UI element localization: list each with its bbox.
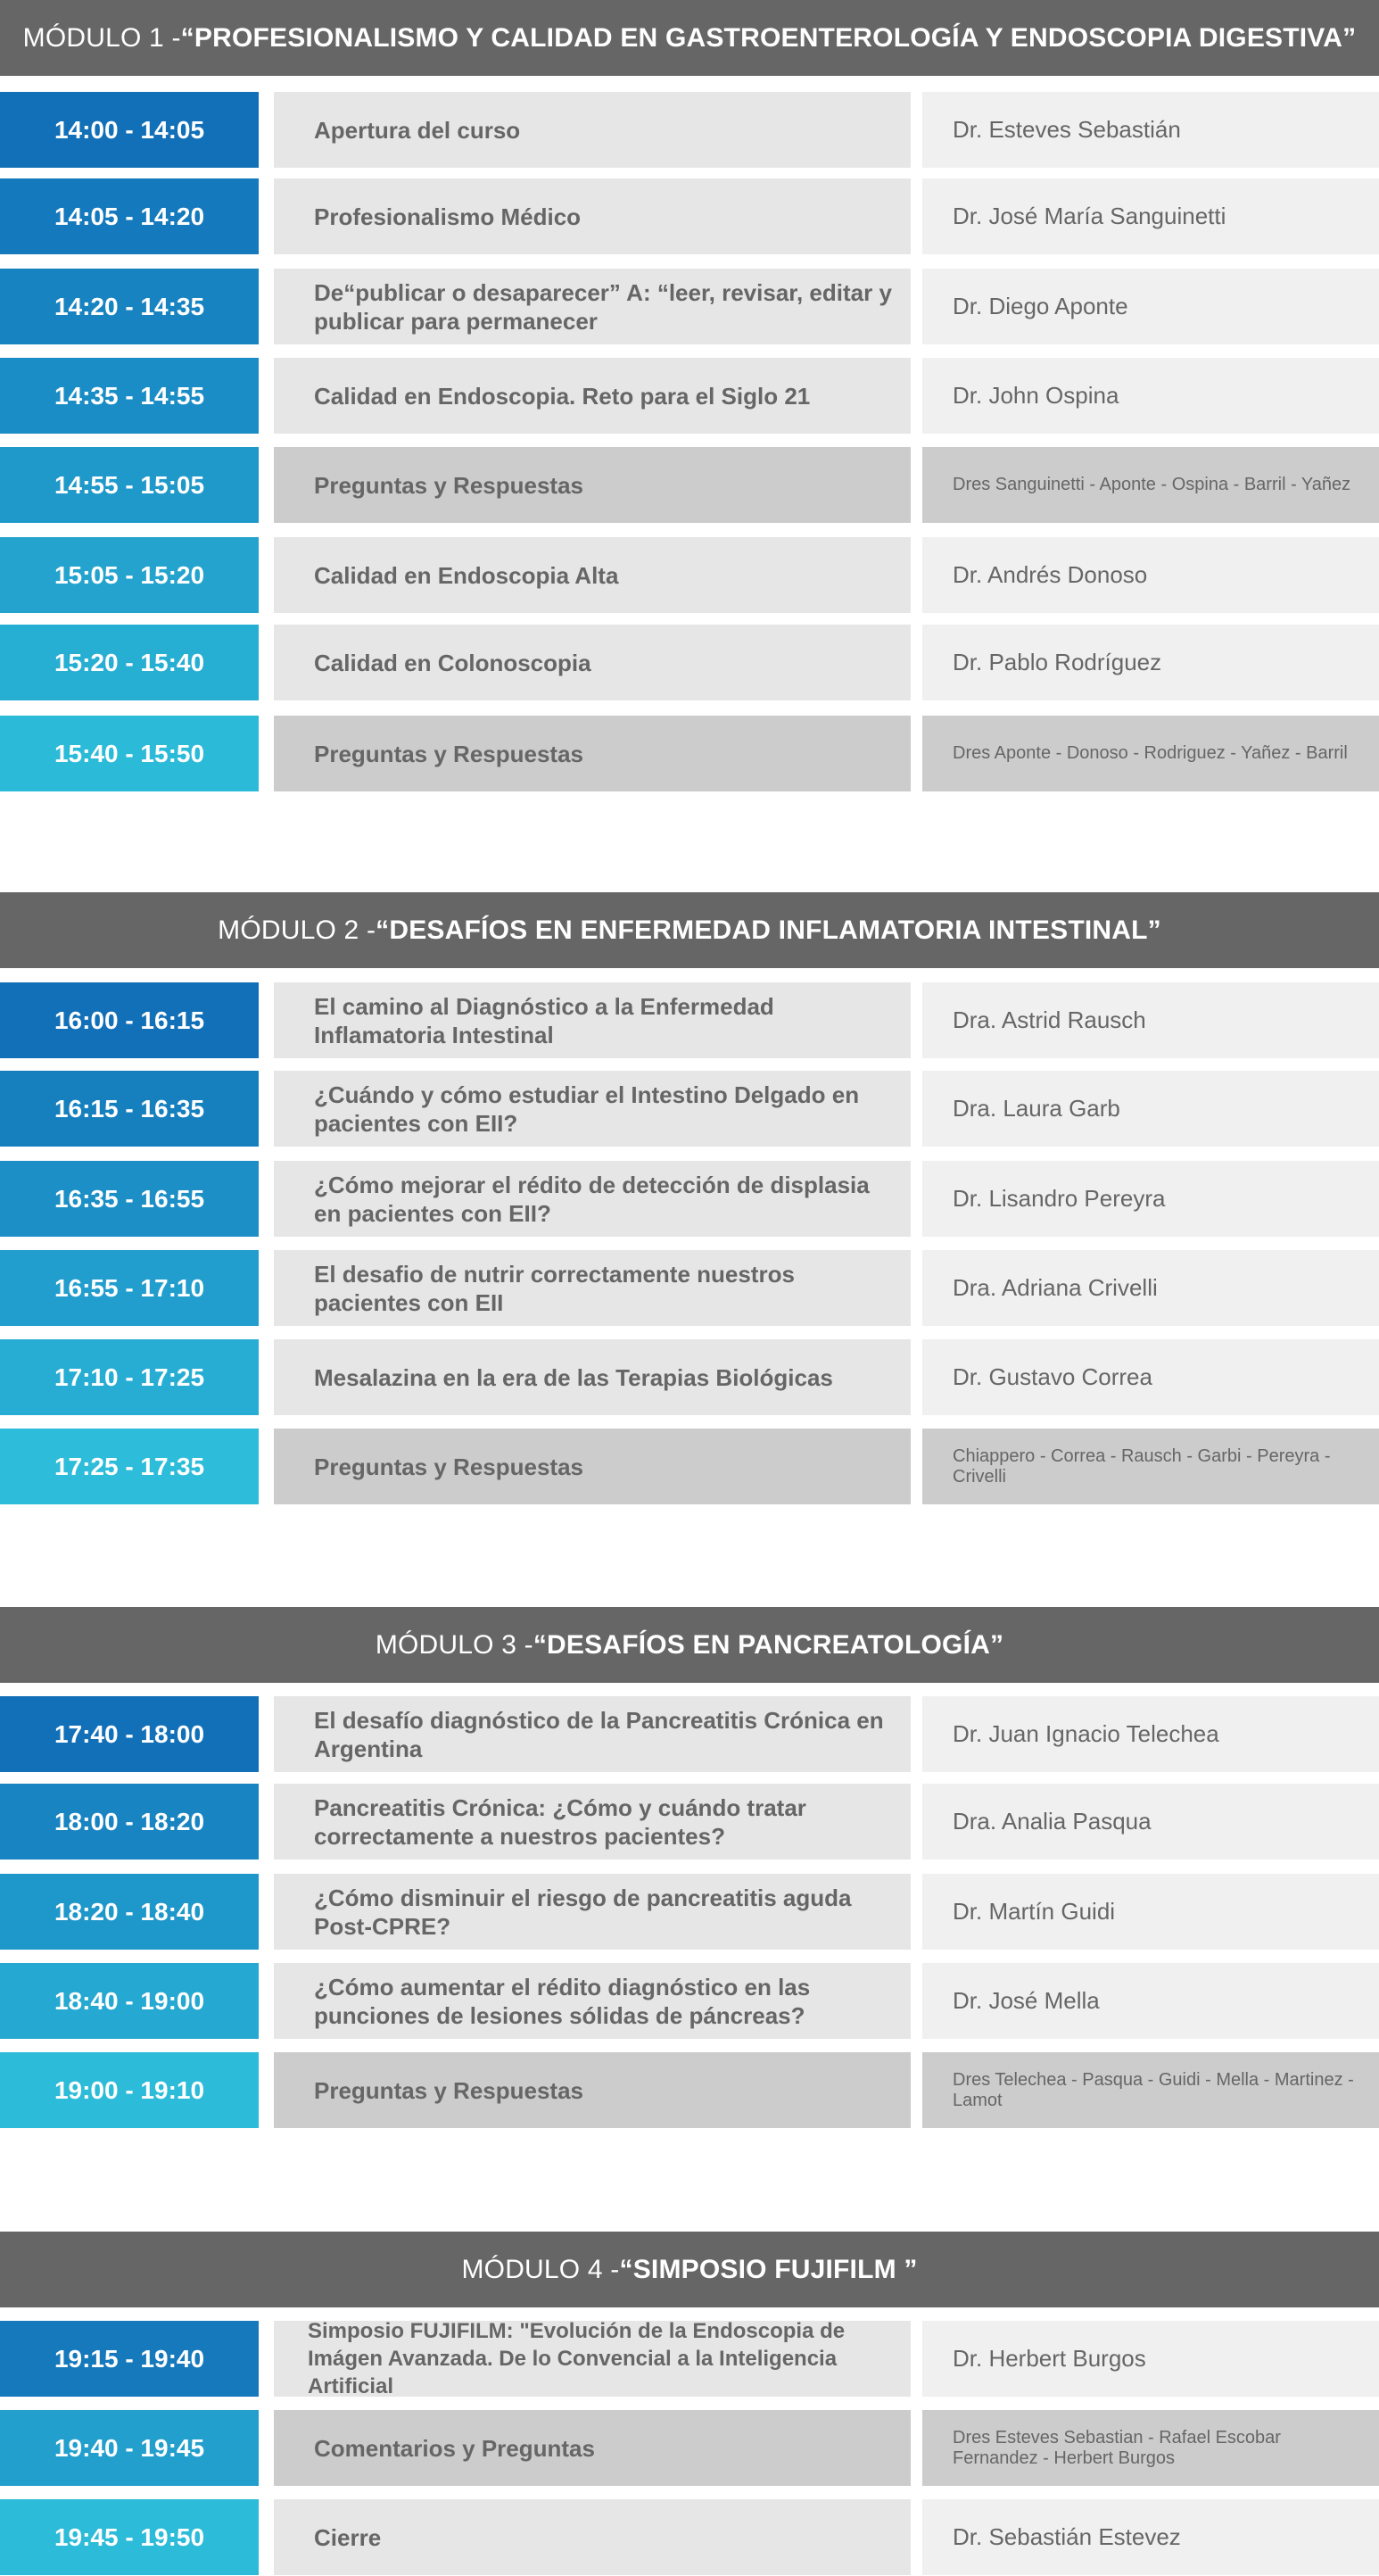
session-topic: Profesionalismo Médico — [274, 178, 911, 254]
module-title: “DESAFÍOS EN ENFERMEDAD INFLAMATORIA INTESTINAL” — [376, 915, 1161, 945]
speaker-name: Dres Telechea - Pasqua - Guidi - Mella - Martinez - Lamot — [922, 2052, 1379, 2128]
schedule-row — [0, 178, 1379, 254]
schedule-row — [0, 269, 1379, 344]
module-header — [0, 1607, 1379, 1683]
speaker-name: Dres Aponte - Donoso - Rodriguez - Yañez - Barril — [922, 716, 1379, 791]
speaker-name: Dr. Esteves Sebastián — [922, 92, 1379, 168]
session-topic: Cierre — [274, 2499, 911, 2575]
module-header — [0, 892, 1379, 968]
time-slot: 19:40 - 19:45 — [0, 2410, 259, 2486]
session-topic: Calidad en Colonoscopia — [274, 625, 911, 700]
session-topic: ¿Cómo mejorar el rédito de detección de displasia en pacientes con EII? — [274, 1161, 911, 1237]
speaker-name: Dra. Adriana Crivelli — [922, 1250, 1379, 1326]
time-slot: 16:00 - 16:15 — [0, 982, 259, 1058]
qa-row — [0, 2052, 1379, 2128]
qa-row — [0, 447, 1379, 523]
session-topic: Calidad en Endoscopia. Reto para el Siglo 21 — [274, 358, 911, 434]
time-slot: 16:35 - 16:55 — [0, 1161, 259, 1237]
session-topic: Preguntas y Respuestas — [274, 1429, 911, 1504]
time-slot: 16:15 - 16:35 — [0, 1071, 259, 1147]
time-slot: 17:25 - 17:35 — [0, 1429, 259, 1504]
session-topic: Preguntas y Respuestas — [274, 716, 911, 791]
session-topic: Calidad en Endoscopia Alta — [274, 537, 911, 613]
time-slot: 14:05 - 14:20 — [0, 178, 259, 254]
module-header — [0, 0, 1379, 76]
speaker-name: Dr. Gustavo Correa — [922, 1339, 1379, 1415]
time-slot: 17:40 - 18:00 — [0, 1696, 259, 1772]
speaker-name: Dr. Pablo Rodríguez — [922, 625, 1379, 700]
module-title: “DESAFÍOS EN PANCREATOLOGÍA” — [533, 1629, 1004, 1660]
speaker-name: Dr. Andrés Donoso — [922, 537, 1379, 613]
time-slot: 19:15 - 19:40 — [0, 2321, 259, 2397]
time-slot: 18:00 - 18:20 — [0, 1784, 259, 1860]
session-topic: El desafío diagnóstico de la Pancreatitis Crónica en Argentina — [274, 1696, 911, 1772]
speaker-name: Dra. Analia Pasqua — [922, 1784, 1379, 1860]
time-slot: 18:20 - 18:40 — [0, 1874, 259, 1950]
schedule-row — [0, 982, 1379, 1058]
schedule-row — [0, 1250, 1379, 1326]
schedule-row — [0, 1963, 1379, 2039]
speaker-name: Dres Esteves Sebastian - Rafael Escobar Fernandez - Herbert Burgos — [922, 2410, 1379, 2486]
schedule-row — [0, 358, 1379, 434]
session-topic: De“publicar o desaparecer” A: “leer, revisar, editar y publicar para permanecer — [274, 269, 911, 344]
speaker-name: Dr. Diego Aponte — [922, 269, 1379, 344]
schedule-row — [0, 537, 1379, 613]
session-topic: El camino al Diagnóstico a la Enfermedad Inflamatoria Intestinal — [274, 982, 911, 1058]
schedule-row — [0, 1874, 1379, 1950]
module-prefix: MÓDULO 4 - — [461, 2254, 620, 2284]
session-topic: Apertura del curso — [274, 92, 911, 168]
speaker-name: Dr. José Mella — [922, 1963, 1379, 2039]
time-slot: 19:00 - 19:10 — [0, 2052, 259, 2128]
schedule-row — [0, 625, 1379, 700]
module-prefix: MÓDULO 3 - — [375, 1629, 533, 1660]
time-slot: 17:10 - 17:25 — [0, 1339, 259, 1415]
qa-row — [0, 716, 1379, 791]
time-slot: 15:40 - 15:50 — [0, 716, 259, 791]
module-title: “PROFESIONALISMO Y CALIDAD EN GASTROENTEROLOGÍA Y ENDOSCOPIA DIGESTIVA” — [180, 22, 1357, 53]
time-slot: 14:55 - 15:05 — [0, 447, 259, 523]
session-topic: Mesalazina en la era de las Terapias Biológicas — [274, 1339, 911, 1415]
qa-row — [0, 1429, 1379, 1504]
time-slot: 19:45 - 19:50 — [0, 2499, 259, 2575]
schedule-row — [0, 1339, 1379, 1415]
time-slot: 15:20 - 15:40 — [0, 625, 259, 700]
session-topic: Simposio FUJIFILM: "Evolución de la Endoscopia de Imágen Avanzada. De lo Convencial a la Inteligencia Artificial — [274, 2321, 911, 2397]
speaker-name: Dr. Martín Guidi — [922, 1874, 1379, 1950]
time-slot: 16:55 - 17:10 — [0, 1250, 259, 1326]
schedule-row — [0, 1696, 1379, 1772]
speaker-name: Dr. Juan Ignacio Telechea — [922, 1696, 1379, 1772]
session-topic: ¿Cuándo y cómo estudiar el Intestino Delgado en pacientes con EII? — [274, 1071, 911, 1147]
speaker-name: Dr. Lisandro Pereyra — [922, 1161, 1379, 1237]
session-topic: Preguntas y Respuestas — [274, 2052, 911, 2128]
schedule-row — [0, 2321, 1379, 2397]
module-title: “SIMPOSIO FUJIFILM ” — [619, 2254, 918, 2284]
module-prefix: MÓDULO 1 - — [22, 22, 181, 53]
time-slot: 14:35 - 14:55 — [0, 358, 259, 434]
speaker-name: Chiappero - Correa - Rausch - Garbi - Pereyra - Crivelli — [922, 1429, 1379, 1504]
module-header — [0, 2232, 1379, 2307]
session-topic: ¿Cómo disminuir el riesgo de pancreatitis aguda Post-CPRE? — [274, 1874, 911, 1950]
schedule-row — [0, 1071, 1379, 1147]
time-slot: 18:40 - 19:00 — [0, 1963, 259, 2039]
speaker-name: Dr. John Ospina — [922, 358, 1379, 434]
time-slot: 15:05 - 15:20 — [0, 537, 259, 613]
session-topic: Preguntas y Respuestas — [274, 447, 911, 523]
session-topic: El desafio de nutrir correctamente nuestros pacientes con EII — [274, 1250, 911, 1326]
speaker-name: Dra. Laura Garb — [922, 1071, 1379, 1147]
schedule-row — [0, 2499, 1379, 2575]
schedule-row — [0, 1161, 1379, 1237]
speaker-name: Dr. José María Sanguinetti — [922, 178, 1379, 254]
speaker-name: Dres Sanguinetti - Aponte - Ospina - Barril - Yañez — [922, 447, 1379, 523]
time-slot: 14:00 - 14:05 — [0, 92, 259, 168]
schedule-row — [0, 92, 1379, 168]
session-topic: Pancreatitis Crónica: ¿Cómo y cuándo tratar correctamente a nuestros pacientes? — [274, 1784, 911, 1860]
speaker-name: Dr. Herbert Burgos — [922, 2321, 1379, 2397]
time-slot: 14:20 - 14:35 — [0, 269, 259, 344]
session-topic: Comentarios y Preguntas — [274, 2410, 911, 2486]
session-topic: ¿Cómo aumentar el rédito diagnóstico en las punciones de lesiones sólidas de páncreas? — [274, 1963, 911, 2039]
schedule-row — [0, 1784, 1379, 1860]
speaker-name: Dra. Astrid Rausch — [922, 982, 1379, 1058]
speaker-name: Dr. Sebastián Estevez — [922, 2499, 1379, 2575]
qa-row — [0, 2410, 1379, 2486]
module-prefix: MÓDULO 2 - — [218, 915, 376, 945]
